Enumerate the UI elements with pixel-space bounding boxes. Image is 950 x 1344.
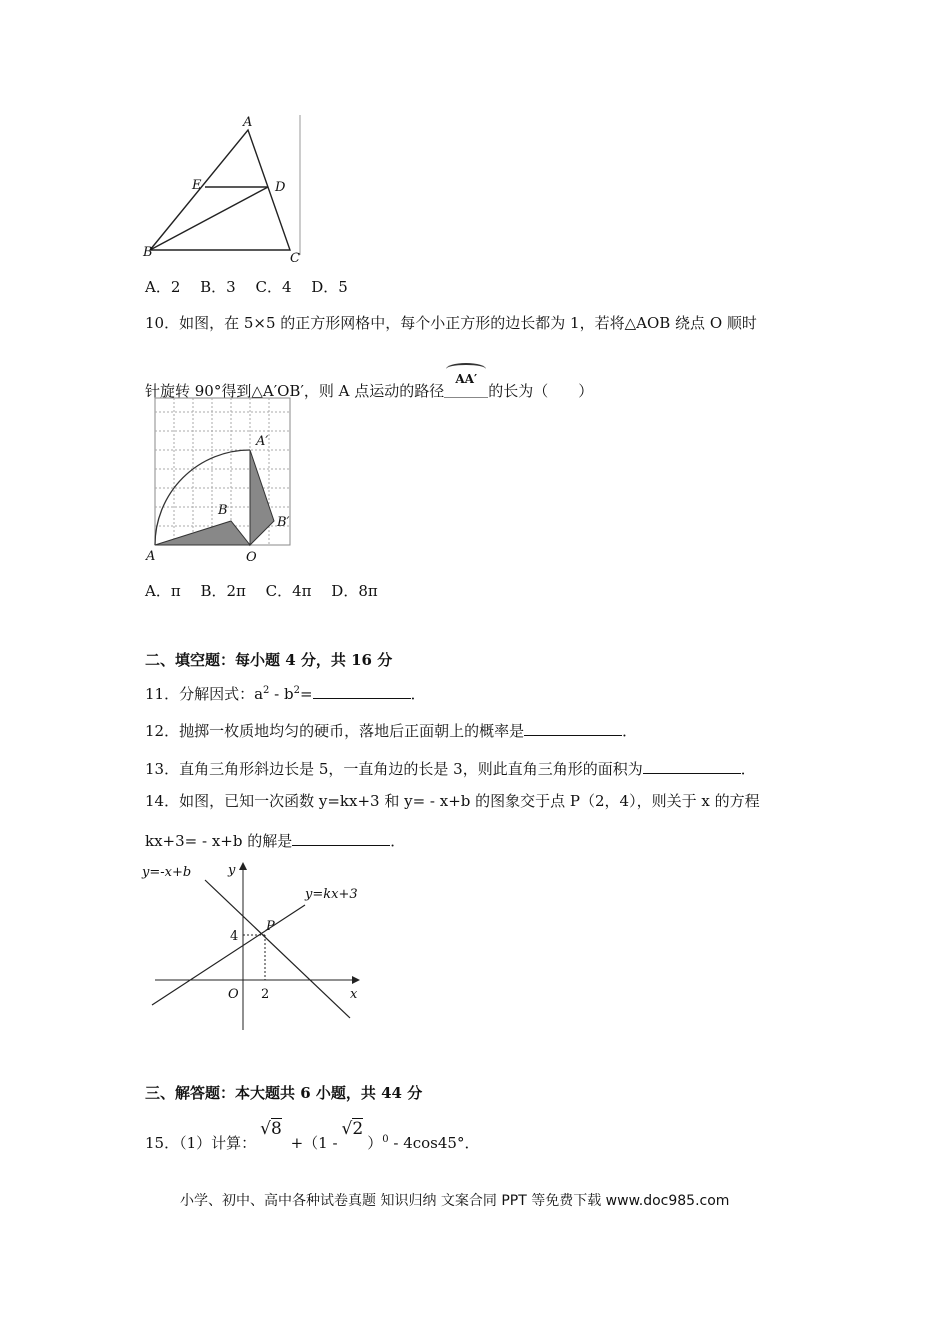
label-c: C: [290, 251, 300, 266]
q10-line1: 10．如图，在 5×5 的正方形网格中，每个小正方形的边长都为 1，若将△AOB 绕点 O 顺时: [145, 314, 757, 332]
period: ．: [390, 832, 406, 850]
label-b: B: [143, 245, 153, 260]
label-e: E: [192, 178, 202, 193]
q15-paren: ）: [367, 1134, 383, 1152]
exp: 2: [263, 685, 270, 696]
sqrt-2: [342, 1119, 364, 1139]
label-line1: y=-x+b: [142, 865, 192, 880]
q10-text-end: 的长为（ ）: [488, 382, 594, 400]
label-o: O: [246, 550, 257, 565]
label-a: A: [243, 115, 253, 130]
radicand: 8: [270, 1119, 282, 1139]
q12-text: 12．抛掷一枚质地均匀的硬币，落地后正面朝上的概率是: [145, 722, 525, 740]
q10-text: 针旋转 90°得到△A′OB′，则 A 点运动的路径: [145, 382, 445, 400]
label-b-prime: B′: [277, 515, 290, 530]
footer-text: 小学、初中、高中各种试卷真题 知识归纳 文案合同 PPT 等免费下载 www.doc985.com: [180, 1193, 730, 1209]
label-a-prime: A′: [256, 434, 269, 449]
label-a: A: [146, 549, 156, 564]
q15-text: 15．（1）计算：: [145, 1134, 257, 1152]
label-x: x: [350, 987, 358, 1002]
q11-mid: - b: [269, 685, 294, 703]
q10-options: A．π B．2π C．4π D．8π: [145, 582, 378, 600]
label-b: B: [218, 503, 228, 518]
q11-eq: =: [300, 685, 313, 703]
q15: [145, 1119, 480, 1153]
q14-line1: 14．如图，已知一次函数 y=kx+3 和 y= - x+b 的图象交于点 P（2，4），则关于 x 的方程: [145, 792, 760, 810]
label-2: 2: [261, 987, 270, 1002]
period: ．: [740, 760, 756, 778]
period: ．: [410, 685, 426, 703]
exp: 2: [293, 685, 300, 696]
label-o: O: [228, 987, 239, 1002]
q15-plus: +（1 -: [285, 1134, 338, 1152]
q11-text: 11．分解因式：a: [145, 685, 264, 703]
section-2-heading: 二、填空题：每小题 4 分，共 16 分: [145, 651, 393, 669]
label-p: P: [266, 919, 275, 934]
period: ．: [622, 722, 638, 740]
q9-options: A．2 B．3 C．4 D．5: [145, 278, 348, 296]
q15-tail: - 4cos45°．: [388, 1134, 480, 1152]
exp: 0: [382, 1134, 389, 1145]
sqrt-8: [260, 1119, 282, 1139]
label-4: 4: [230, 929, 239, 944]
q13-text: 13．直角三角形斜边长是 5，一直角边的长是 3，则此直角三角形的面积为: [145, 760, 643, 778]
arc-label: AA′: [455, 372, 478, 386]
label-d: D: [275, 180, 286, 195]
label-line2: y=kx+3: [305, 887, 358, 902]
section-3-heading: 三、解答题：本大题共 6 小题，共 44 分: [145, 1084, 423, 1102]
radicand: 2: [352, 1119, 364, 1139]
label-y: y: [228, 863, 236, 878]
q14-text: kx+3= - x+b 的解是: [145, 832, 293, 850]
